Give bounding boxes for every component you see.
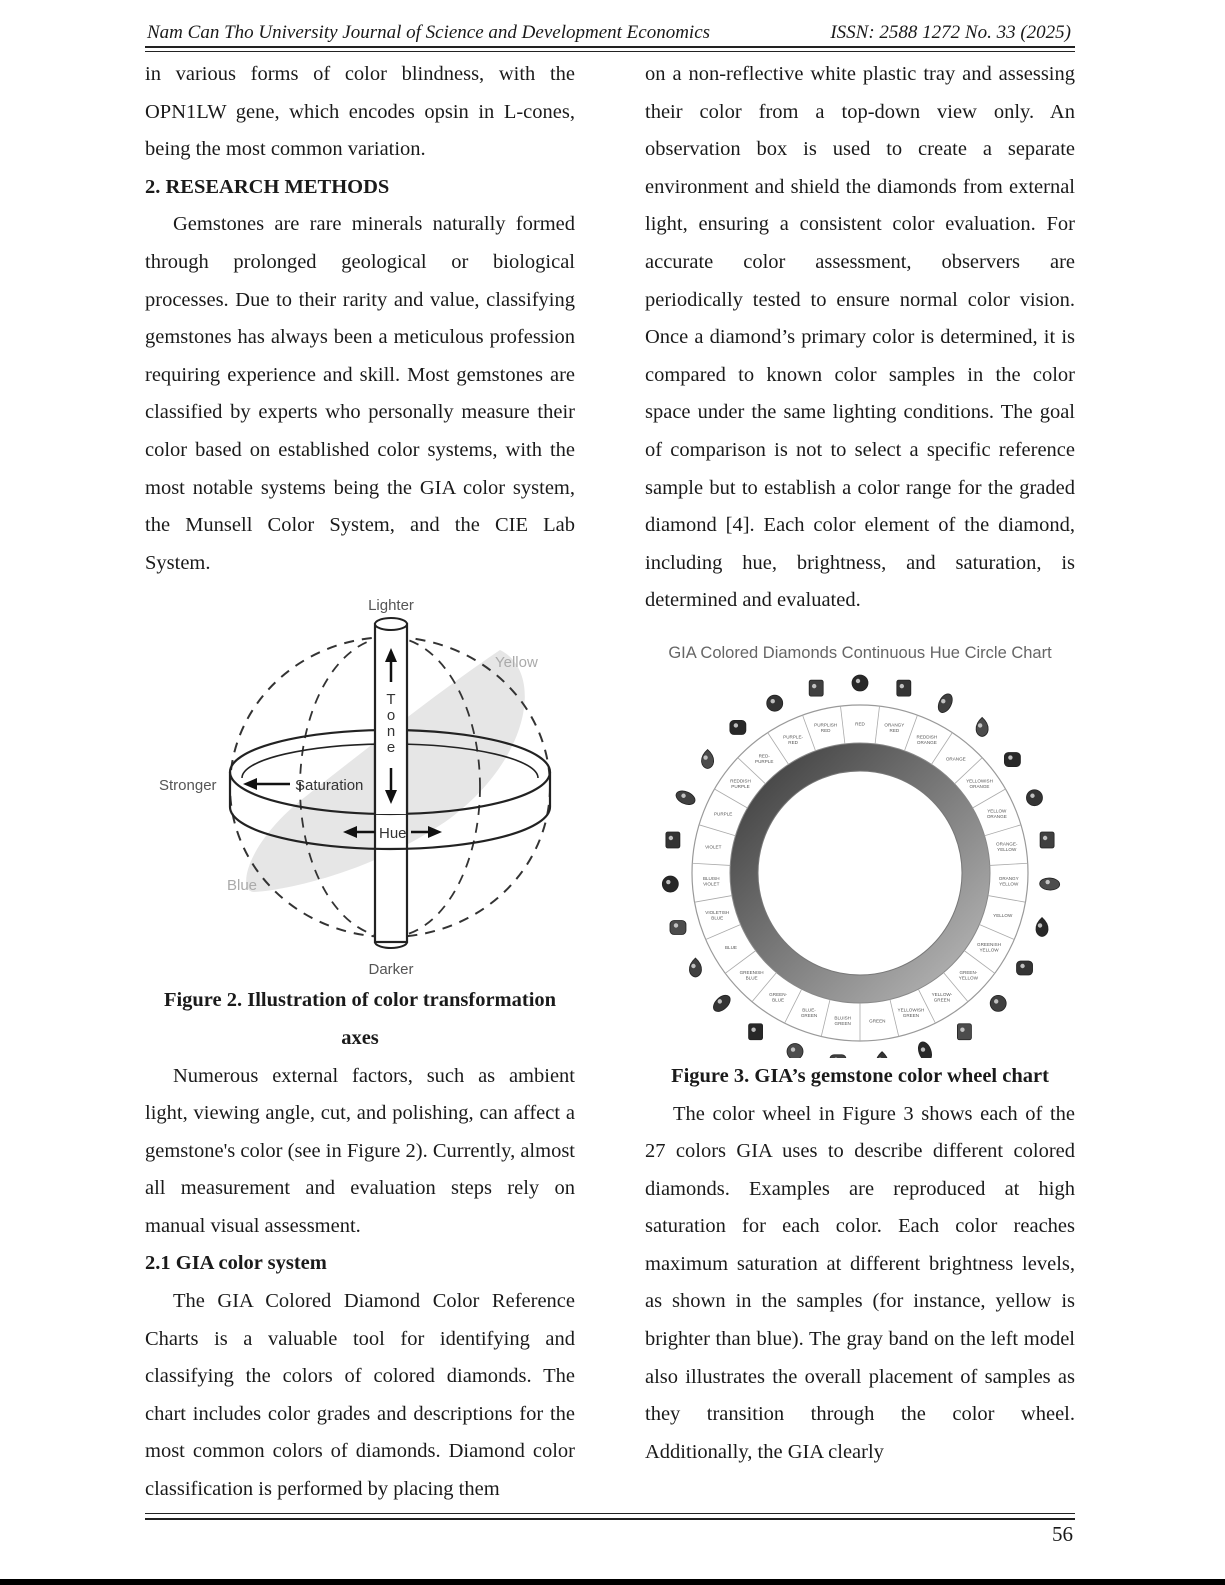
hue-label: RED [855, 721, 865, 727]
blue-label: Blue [227, 877, 258, 895]
tone-label-t: T [386, 691, 396, 709]
paragraph: Numerous external factors, such as ambient light, viewing angle, cut, and polishing, can affect a gemstone's color (see in Figure 2). Currently, almost all measurement and evaluation steps rely on manual visual assessment. [145, 1064, 575, 1237]
yellow-label: Yellow [495, 654, 538, 672]
paragraph: The color wheel in Figure 3 shows each of the 27 colors GIA uses to describe different colored diamonds. Examples are reproduced at high saturation for each color. Each color reaches maximum saturation at different brightness levels, as shown in the samples (for instance, yellow is brighter than blue). The gray band on the left model also illustrates the overall placement of samples as they transition through the color wheel. Additionally, the GIA clearly [645, 1102, 1075, 1463]
left-column [145, 56, 575, 1509]
hue-label: Hue [379, 825, 407, 843]
hue-label: YELLOW ORANGE [986, 808, 1007, 819]
hue-label: GREEN-YELLOW [958, 969, 978, 981]
paragraph: Gemstones are rare minerals naturally formed through prolonged geological or biological processes. Due to their rarity and value, classifying gemstones has always been a meticulous profession requiring experience and skill. Most gemstones are classified by experts who personally measure their color based on established color systems, with the most notable systems being the GIA color system, the Munsell Color System, and the CIE Lab System. [145, 213, 575, 574]
diamond-sample [662, 876, 678, 892]
header-rule [145, 46, 1075, 48]
issn-issue: ISSN: 2588 1272 No. 33 (2025) [830, 22, 1071, 43]
page-number: 56 [1052, 1522, 1073, 1546]
figure-2-color-axes [145, 592, 575, 982]
diamond-sample [787, 1043, 803, 1057]
saturation-label: Saturation [295, 777, 364, 795]
footer-rule-thin [145, 1513, 1075, 1514]
tone-label-o: o [386, 707, 396, 725]
paragraph: The GIA Colored Diamond Color Reference Charts is a valuable tool for identifying and classifying the colors of colored diamonds. The chart includes color grades and descriptions for the most common colors of diamonds. Diamond color classification is performed by placing them [145, 1290, 575, 1501]
hue-label: GREENISH YELLOW [977, 941, 1002, 953]
diamond-sample [749, 1024, 763, 1040]
hue-chart-title: GIA Colored Diamonds Continuous Hue Circle Chart [668, 643, 1052, 662]
journal-name: Nam Can Tho University Journal of Science and Development Economics [147, 22, 711, 43]
footer-rule [145, 1518, 1075, 1520]
tone-label-e: e [386, 739, 396, 757]
diamond-sample [670, 920, 686, 934]
diamond-sample [702, 749, 714, 768]
diamond-sample [852, 675, 868, 691]
diamond-sample [976, 717, 988, 736]
scan-bottom-edge [0, 1579, 1225, 1585]
figure-3-hue-circle [645, 628, 1075, 1058]
diamond-sample [666, 832, 680, 848]
hue-label: BLUISH VIOLET [702, 876, 720, 887]
figure-2-caption: Figure 2. Illustration of color transformation axes [163, 989, 557, 1049]
diamond-sample [990, 995, 1006, 1011]
hue-label: ORANGE-YELLOW [996, 841, 1018, 853]
stronger-label: Stronger [159, 777, 217, 795]
diamond-sample [1017, 961, 1033, 975]
diamond-sample [876, 1052, 888, 1058]
diamond-sample [689, 958, 701, 977]
hue-label: PURPLE-RED [783, 734, 804, 745]
diamond-sample [916, 1040, 934, 1058]
header-rule-thin [145, 51, 1075, 52]
diamond-sample [674, 788, 697, 807]
hue-label: ORANGE [945, 756, 966, 762]
hue-label: REDDISH PURPLE [730, 778, 751, 789]
darker-label: Darker [368, 961, 414, 979]
diamond-sample [809, 680, 823, 696]
hue-label: PURPLE [713, 811, 733, 817]
diamond-sample [1039, 877, 1060, 890]
section-heading: 2. RESEARCH METHODS [145, 175, 390, 198]
tone-label-n: n [386, 723, 396, 741]
diamond-sample [710, 992, 733, 1014]
diamond-sample [1036, 917, 1048, 936]
diamond-sample [957, 1024, 971, 1040]
hue-label: GREEN [869, 1018, 886, 1024]
figure-3-caption: Figure 3. GIA’s gemstone color wheel chart [671, 1064, 1049, 1087]
hue-label: REDDISH ORANGE [916, 734, 938, 745]
hue-wheel [662, 675, 1060, 1058]
hue-label: YELLOW [993, 913, 1013, 919]
hue-label: YELLOWISH ORANGE [966, 778, 993, 789]
hue-label: GREEN-BLUE [769, 991, 788, 1003]
diamond-sample [767, 695, 783, 711]
diamond-sample [730, 720, 746, 734]
hue-label: YELLOW-GREEN [931, 991, 953, 1003]
page-header [145, 18, 1075, 46]
diamond-sample [1040, 832, 1054, 848]
paragraph: in various forms of color blindness, with the OPN1LW gene, which encodes opsin in L-cones, being the most common variation. [145, 63, 575, 161]
diamond-sample [935, 691, 955, 714]
hue-label: PURPLISH RED [814, 722, 838, 733]
hue-label: VIOLETISH BLUE [705, 910, 730, 921]
hue-label: VIOLET [705, 844, 722, 850]
subsection-heading: 2.1 GIA color system [145, 1252, 327, 1275]
diamond-sample [1004, 752, 1020, 766]
hue-label: ORANGY RED [884, 722, 905, 733]
hue-label: BLUISH GREEN [834, 1015, 852, 1026]
diamond-sample [1026, 790, 1042, 806]
hue-label: ORANGY YELLOW [998, 876, 1019, 887]
hue-label: YELLOWISH GREEN [897, 1007, 925, 1018]
paragraph: on a non-reflective white plastic tray and assessing their color from a top-down view only. An observation box is used to create a separate environment and shield the diamonds from external light, ensuring a consistent color evaluation. For accurate color assessment, observers are periodically tested to ensure normal color vision. Once a diamond’s primary color is determined, it is compared to known color samples in the color space under the same lighting conditions. The goal of comparison is not to select a specific reference sample but to establish a color range for the graded diamond [4]. Each color element of the diamond, including hue, brightness, and saturation, is determined and evaluated. [645, 63, 1075, 612]
right-column [645, 56, 1075, 1471]
hue-label: GREENISH BLUE [739, 969, 764, 981]
hue-label: RED-PURPLE [755, 753, 774, 764]
hue-label: BLUE-GREEN [800, 1007, 818, 1018]
diamond-sample [897, 680, 911, 696]
hue-label: BLUE [724, 944, 737, 950]
lighter-label: Lighter [368, 597, 414, 615]
